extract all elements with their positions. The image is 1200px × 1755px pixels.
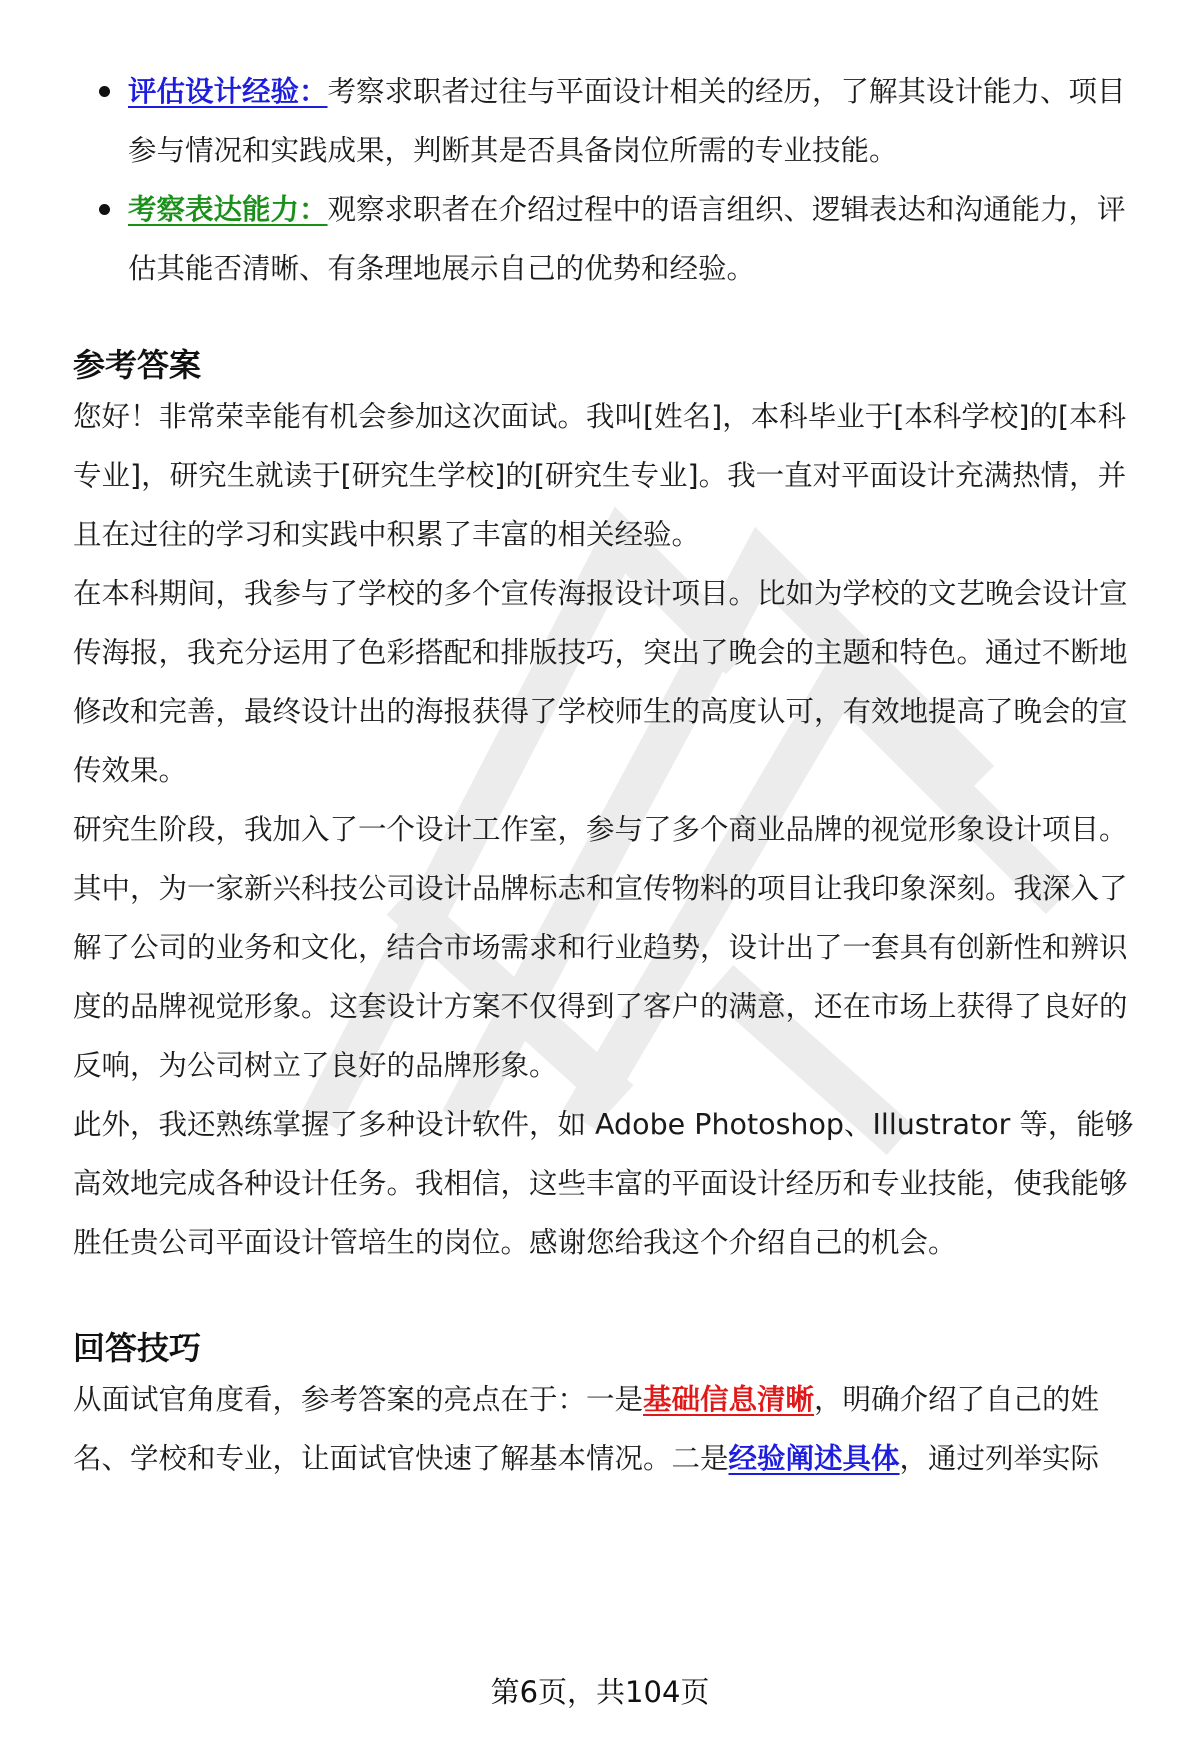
document-content (73, 62, 1148, 1488)
answer-paragraph: 您好！非常荣幸能有机会参加这次面试。我叫[姓名]，本科毕业于[本科学校]的[本科专业]，研究生就读于[研究生学校]的[研究生专业]。我一直对平面设计充满热情，并且在过往的学习和实践中积累了丰富的相关经验。 (73, 400, 1127, 551)
bullet-icon (99, 204, 110, 215)
highlight-experience-specific: 经验阐述具体 (728, 1442, 900, 1475)
tips-tail: ，通过列举实际 (899, 1442, 1100, 1475)
evaluation-criteria-list (73, 62, 1148, 298)
criteria-keyword: 评估设计经验： (128, 75, 328, 108)
page-number-footer: 第6页，共104页 (490, 1675, 710, 1709)
answer-paragraph: 此外，我还熟练掌握了多种设计软件，如 Adobe Photoshop、Illustrator 等，能够高效地完成各种设计任务。我相信，这些丰富的平面设计经历和专业技能，使我能够胜任贵公司平面设计管培生的岗位。感谢您给我这个介绍自己的机会。 (73, 1108, 1134, 1259)
section-heading-reference-answer: 参考答案 (73, 346, 202, 384)
answer-paragraph: 在本科期间，我参与了学校的多个宣传海报设计项目。比如为学校的文艺晚会设计宣传海报，我充分运用了色彩搭配和排版技巧，突出了晚会的主题和特色。通过不断地修改和完善，最终设计出的海报获得了学校师生的高度认可，有效地提高了晚会的宣传效果。 (73, 577, 1128, 787)
highlight-basic-info-clear: 基础信息清晰 (643, 1383, 815, 1416)
bullet-icon (99, 86, 110, 97)
criteria-text: 考察求职者过往与平面设计相关的经历，了解其设计能力、项目参与情况和实践成果，判断其是否具备岗位所需的专业技能。 (128, 75, 1126, 167)
section-heading-answer-tips: 回答技巧 (73, 1329, 202, 1367)
tips-middle: ，明确介绍了自己的姓名、学校和专业，让面试官快速了解基本情况。二是 (73, 1383, 1100, 1475)
criteria-item-design-experience (73, 62, 1148, 180)
criteria-text: 观察求职者在介绍过程中的语言组织、逻辑表达和沟通能力，评估其能否清晰、有条理地展示自己的优势和经验。 (128, 193, 1126, 285)
tips-paragraph (73, 1370, 1148, 1488)
criteria-item-expression-ability (73, 180, 1148, 298)
answer-paragraph: 研究生阶段，我加入了一个设计工作室，参与了多个商业品牌的视觉形象设计项目。其中，为一家新兴科技公司设计品牌标志和宣传物料的项目让我印象深刻。我深入了解了公司的业务和文化，结合市场需求和行业趋势，设计出了一套具有创新性和辨识度的品牌视觉形象。这套设计方案不仅得到了客户的满意，还在市场上获得了良好的反响，为公司树立了良好的品牌形象。 (73, 813, 1128, 1082)
tips-intro: 从面试官角度看，参考答案的亮点在于：一是 (73, 1383, 644, 1416)
criteria-keyword: 考察表达能力： (128, 193, 328, 226)
